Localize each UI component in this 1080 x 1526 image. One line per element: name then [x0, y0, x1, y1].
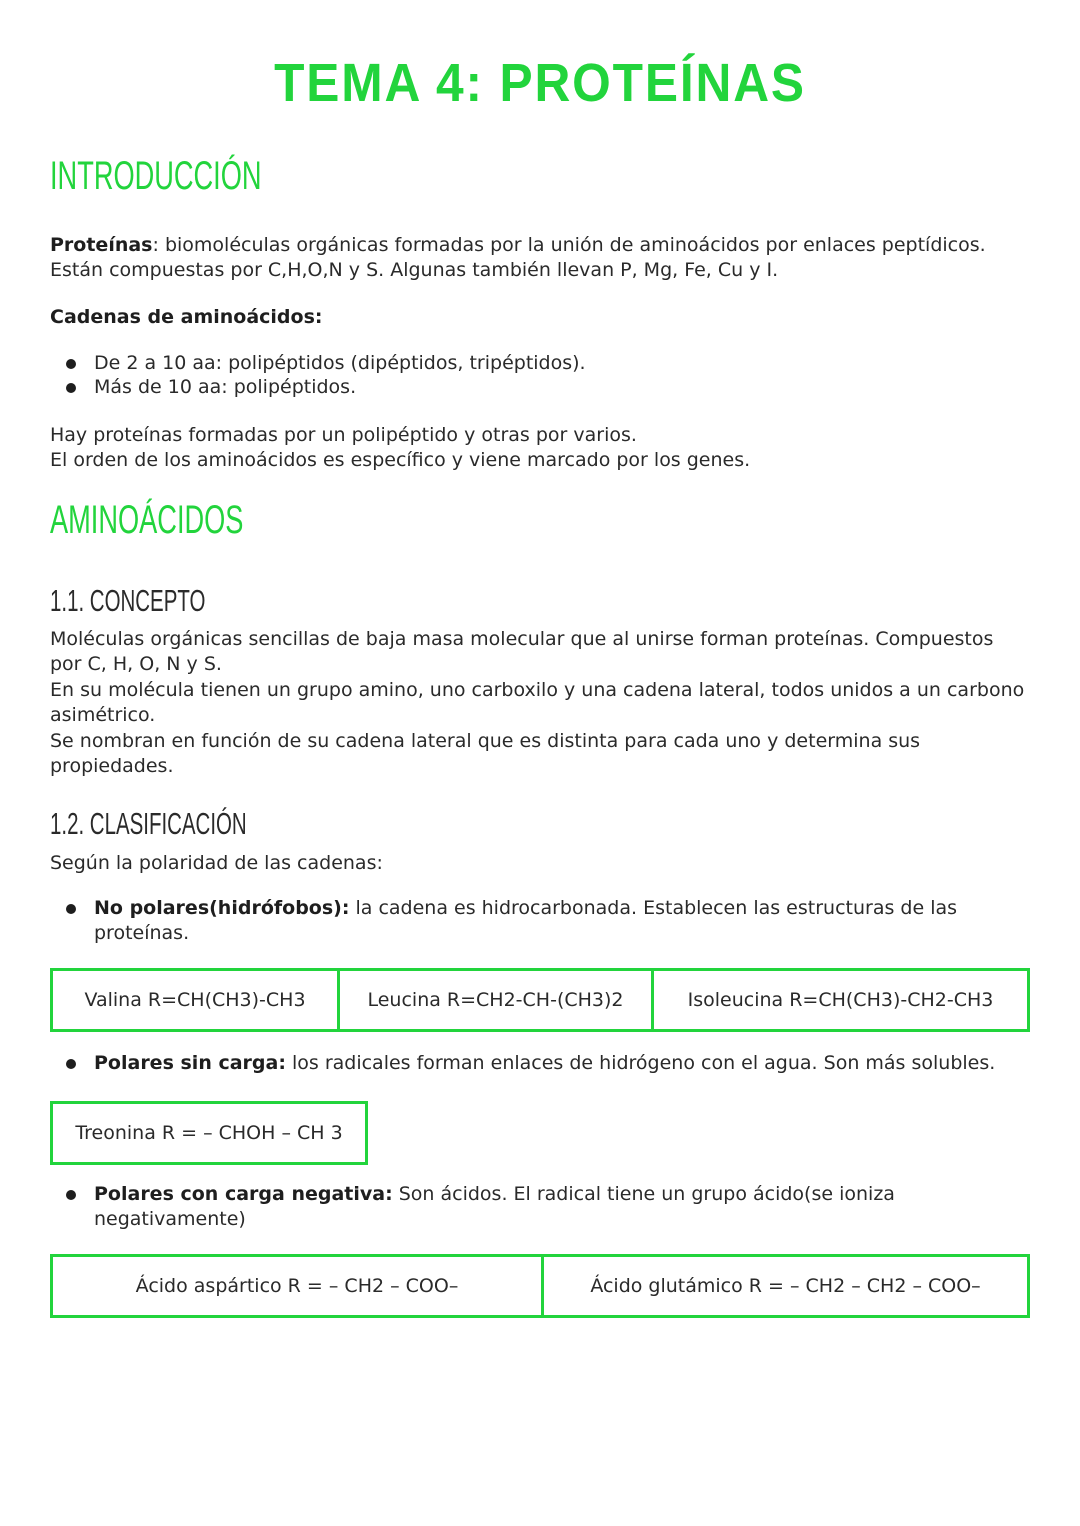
acidic-examples-table [50, 1254, 1030, 1318]
note-polypeptide: Hay proteínas formadas por un polipéptido y otras por varios. [50, 424, 637, 446]
subheading-clasificacion: 1.2. CLASIFICACIÓN [50, 806, 247, 841]
proteinas-definition [50, 233, 1040, 258]
concept-line: Se nombran en función de su cadena lateral que es distinta para cada uno y determina sus [50, 730, 921, 752]
section-heading-introduccion: INTRODUCCIÓN [50, 154, 262, 198]
bullet-icon [66, 904, 76, 914]
table-cell: Ácido glutámico R = – CH2 – CH2 – COO– [541, 1257, 1027, 1315]
nonpolar-examples-table [50, 968, 1030, 1032]
table-cell: Valina R=CH(CH3)-CH3 [84, 989, 306, 1011]
bullet-icon [66, 359, 76, 369]
concept-line: asimétrico. [50, 704, 156, 726]
polar-uncharged-examples-table [50, 1101, 368, 1165]
page-title: TEMA 4: PROTEÍNAS [274, 53, 806, 113]
bullet-icon [66, 1190, 76, 1200]
composition-text: Están compuestas por C,H,O,N y S. Algunas también llevan P, Mg, Fe, Cu y I. [50, 259, 779, 281]
table-cell: Treonina R = – CHOH – CH 3 [75, 1122, 343, 1144]
concept-line: Moléculas orgánicas sencillas de baja masa molecular que al unirse forman proteínas. Compuestos [50, 628, 994, 650]
concept-line: por C, H, O, N y S. [50, 653, 222, 675]
definition-text: : biomoléculas orgánicas formadas por la unión de aminoácidos por enlaces peptídicos. [152, 234, 986, 256]
concept-line: propiedades. [50, 755, 174, 777]
definition-term: Proteínas [50, 234, 153, 256]
table-cell: Leucina R=CH2-CH-(CH3)2 [337, 971, 651, 1029]
classification-intro: Según la polaridad de las cadenas: [50, 852, 383, 874]
table-cell: Isoleucina R=CH(CH3)-CH2-CH3 [651, 971, 1027, 1029]
bullet-icon [66, 383, 76, 393]
note-order: El orden de los aminoácidos es específico y viene marcado por los genes. [50, 449, 751, 471]
section-heading-aminoacidos: AMINOÁCIDOS [50, 498, 244, 542]
chains-label: Cadenas de aminoácidos: [50, 306, 323, 328]
concept-line: En su molécula tienen un grupo amino, uno carboxilo y una cadena lateral, todos unidos a un carbono [50, 679, 1025, 701]
table-cell: Ácido aspártico R = – CH2 – COO– [135, 1275, 459, 1297]
subheading-concepto: 1.1. CONCEPTO [50, 583, 206, 618]
bullet-icon [66, 1059, 76, 1069]
